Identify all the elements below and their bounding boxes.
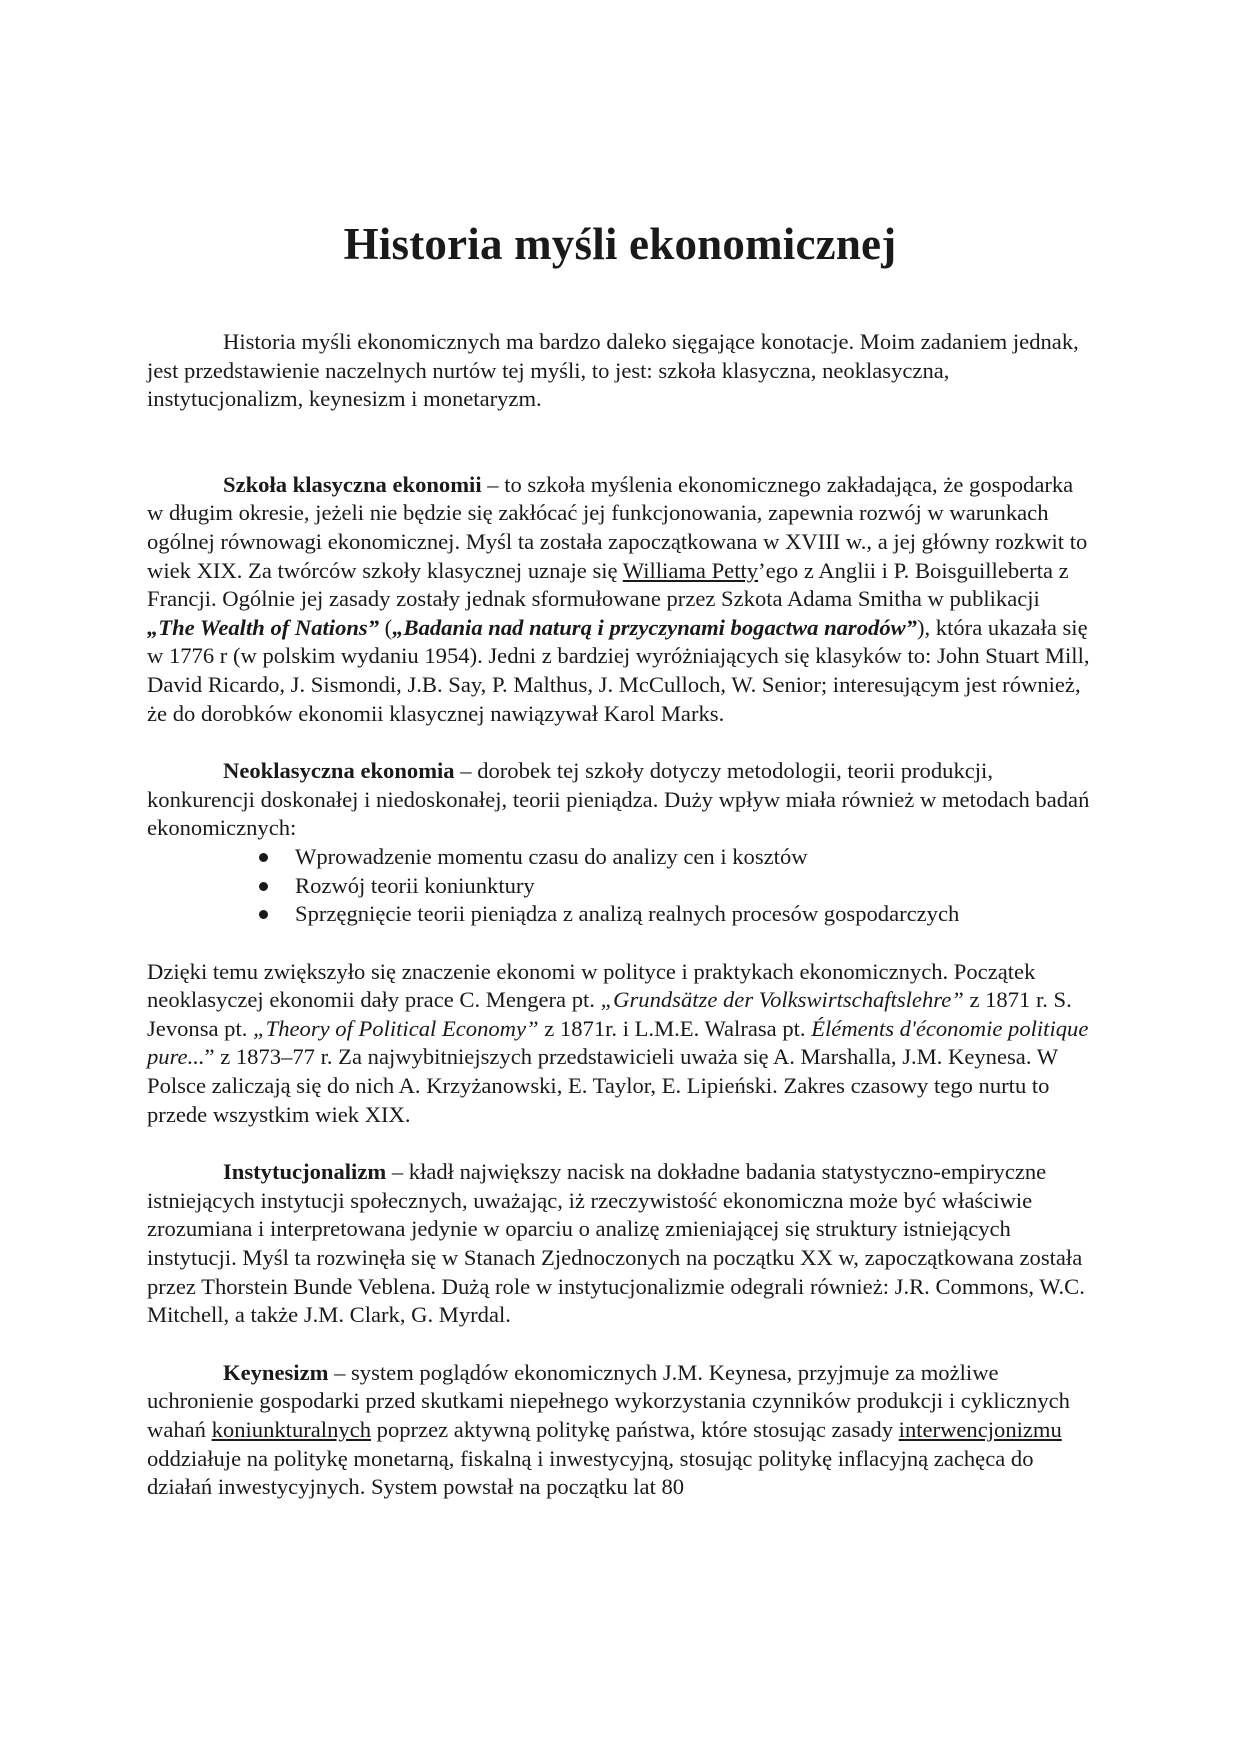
list-item-text: Sprzęgnięcie teorii pieniądza z analizą realnych procesów gospodarczych <box>295 901 960 927</box>
institutionalism-paragraph <box>147 1158 1092 1330</box>
text-span: – system poglądów ekonomicznych J.M. Keynesa, przyjmuje za możliwe uchronienie gospodarki przed skutkami niepełnego wykorzystania czynników produkcji i cyklicznych wahań <box>147 1359 1070 1442</box>
list-item <box>259 872 1092 901</box>
list-item-text: Wprowadzenie momentu czasu do analizy cen i kosztów <box>295 843 808 869</box>
text-span: ( <box>379 614 393 640</box>
list-item-text: Rozwój teorii koniunktury <box>295 872 535 898</box>
keynesism-heading: Keynesizm <box>223 1359 329 1385</box>
link-william-petty[interactable]: Williama Petty <box>622 557 759 583</box>
keynesism-paragraph <box>147 1359 1092 1502</box>
document-title: Historia myśli ekonomicznej <box>343 219 897 269</box>
neoclassical-heading: Neoklasyczna ekonomia <box>223 758 455 784</box>
neoclassical-followup-paragraph <box>147 958 1092 1130</box>
neoclassical-paragraph <box>147 757 1092 843</box>
bullet-icon <box>259 882 268 891</box>
text-span: ), która ukazała się w 1776 r (w polskim wydaniu 1954). Jedni z bardziej wyróżniających się klasyków to: John Stuart Mill, David Ricardo, J. Sismondi, J.B. Say, P. Malthus, J. McCulloch, W. Senior; interesującym jest również, że do dorobków ekonomii klasycznej nawiązywał Karol Marks. <box>147 614 1090 726</box>
text-span: – to szkoła myślenia ekonomicznego zakładająca, że gospodarka w długim okresie, jeżeli nie będzie się zakłócać jej funkcjonowania, zapewnia rozwój w warunkach ogólnej równowagi ekonomicznej. Myśl ta została zapoczątkowana w XVIII w., a jej główny rozkwit to wiek XIX. Za twórców szkoły klasycznej uznaje się <box>147 471 1088 583</box>
text-span: ’ego z Anglii i P. Boisguilleberta z Francji. Ogólnie jej zasady zostały jednak sformułowane przez Szkota Adama Smitha w publikacji <box>147 557 1069 612</box>
text-span: – kładł największy nacisk na dokładne badania statystyczno-empiryczne istniejących instytucji społecznych, uważając, iż rzeczywistość ekonomiczna może być właściwie zrozumiana i interpretowana jedynie w oparciu o analizę zmieniającej się struktury istniejących instytucji. Myśl ta rozwinęła się w Stanach Zjednoczonych na początku XX w, zapoczątkowana została przez Thorstein Bunde Veblena. Dużą role w instytucjonalizmie odegrali również: J.R. Commons, W.C. Mitchell, a także J.M. Clark, G. Myrdal. <box>147 1159 1085 1328</box>
list-item <box>259 843 1092 872</box>
text-span: oddziałuje na politykę monetarną, fiskalną i inwestycyjną, stosując politykę inflacyjną zachęca do działań inwestycyjnych. System powstał na początku lat 80 <box>147 1445 1034 1500</box>
work-title-jevons: „Theory of Political Economy” <box>253 1015 539 1041</box>
text-span: Dzięki temu zwiększyło się znaczenie ekonomi w polityce i praktykach ekonomicznych. Początek neoklasyczej ekonomii dały prace C. Mengera pt. <box>147 958 1036 1013</box>
institutionalism-heading: Instytucjonalizm <box>223 1159 387 1185</box>
document-body <box>147 328 1092 1502</box>
intro-paragraph: Historia myśli ekonomicznych ma bardzo daleko sięgające konotacje. Moim zadaniem jednak, jest przedstawienie naczelnych nurtów tej myśli, to jest: szkoła klasyczna, neoklasyczna, instytucjonalizm, keynesizm i monetaryzm. <box>147 329 1079 412</box>
text-span: poprzez aktywną politykę państwa, które stosując zasady <box>371 1417 899 1442</box>
work-title-menger: „Grundsätze der Volkswirtschaftslehre” <box>600 987 964 1013</box>
text-span: – dorobek tej szkoły dotyczy metodologii, teorii produkcji, konkurencji doskonałej i niedoskonałej, teorii pieniądza. Duży wpływ miała również w metodach badań ekonomicznych: <box>147 758 1090 841</box>
neoclassical-bullet-list <box>147 843 1092 929</box>
bullet-icon <box>259 853 268 862</box>
work-title-wealth-of-nations: „The Wealth of Nations” <box>147 614 380 640</box>
text-span: z 1871r. i L.M.E. Walrasa pt. <box>538 1015 812 1041</box>
bullet-icon <box>259 910 268 919</box>
work-title-walras: Éléments d'économie politique pure... <box>147 1015 1089 1070</box>
link-interwencjonizmu[interactable]: interwencjonizmu <box>898 1417 1062 1442</box>
link-koniunkturalnych[interactable]: koniunkturalnych <box>211 1417 372 1442</box>
text-span: ” z 1873–77 r. Za najwybitniejszych przedstawicieli uważa się A. Marshalla, J.M. Keynesa. W Polsce zaliczają się do nich A. Krzyżanowski, E. Taylor, E. Lipieński. Zakres czasowy tego nurtu to przede wszystkim wiek XIX. <box>147 1044 1058 1127</box>
text-span: z 1871 r. S. Jevonsa pt. <box>147 987 1072 1041</box>
classical-heading: Szkoła klasyczna ekonomii <box>223 471 482 497</box>
classical-school-paragraph <box>147 471 1092 728</box>
list-item <box>259 900 1092 929</box>
work-title-polish: „Badania nad naturą i przyczynami bogactwa narodów” <box>392 614 917 640</box>
